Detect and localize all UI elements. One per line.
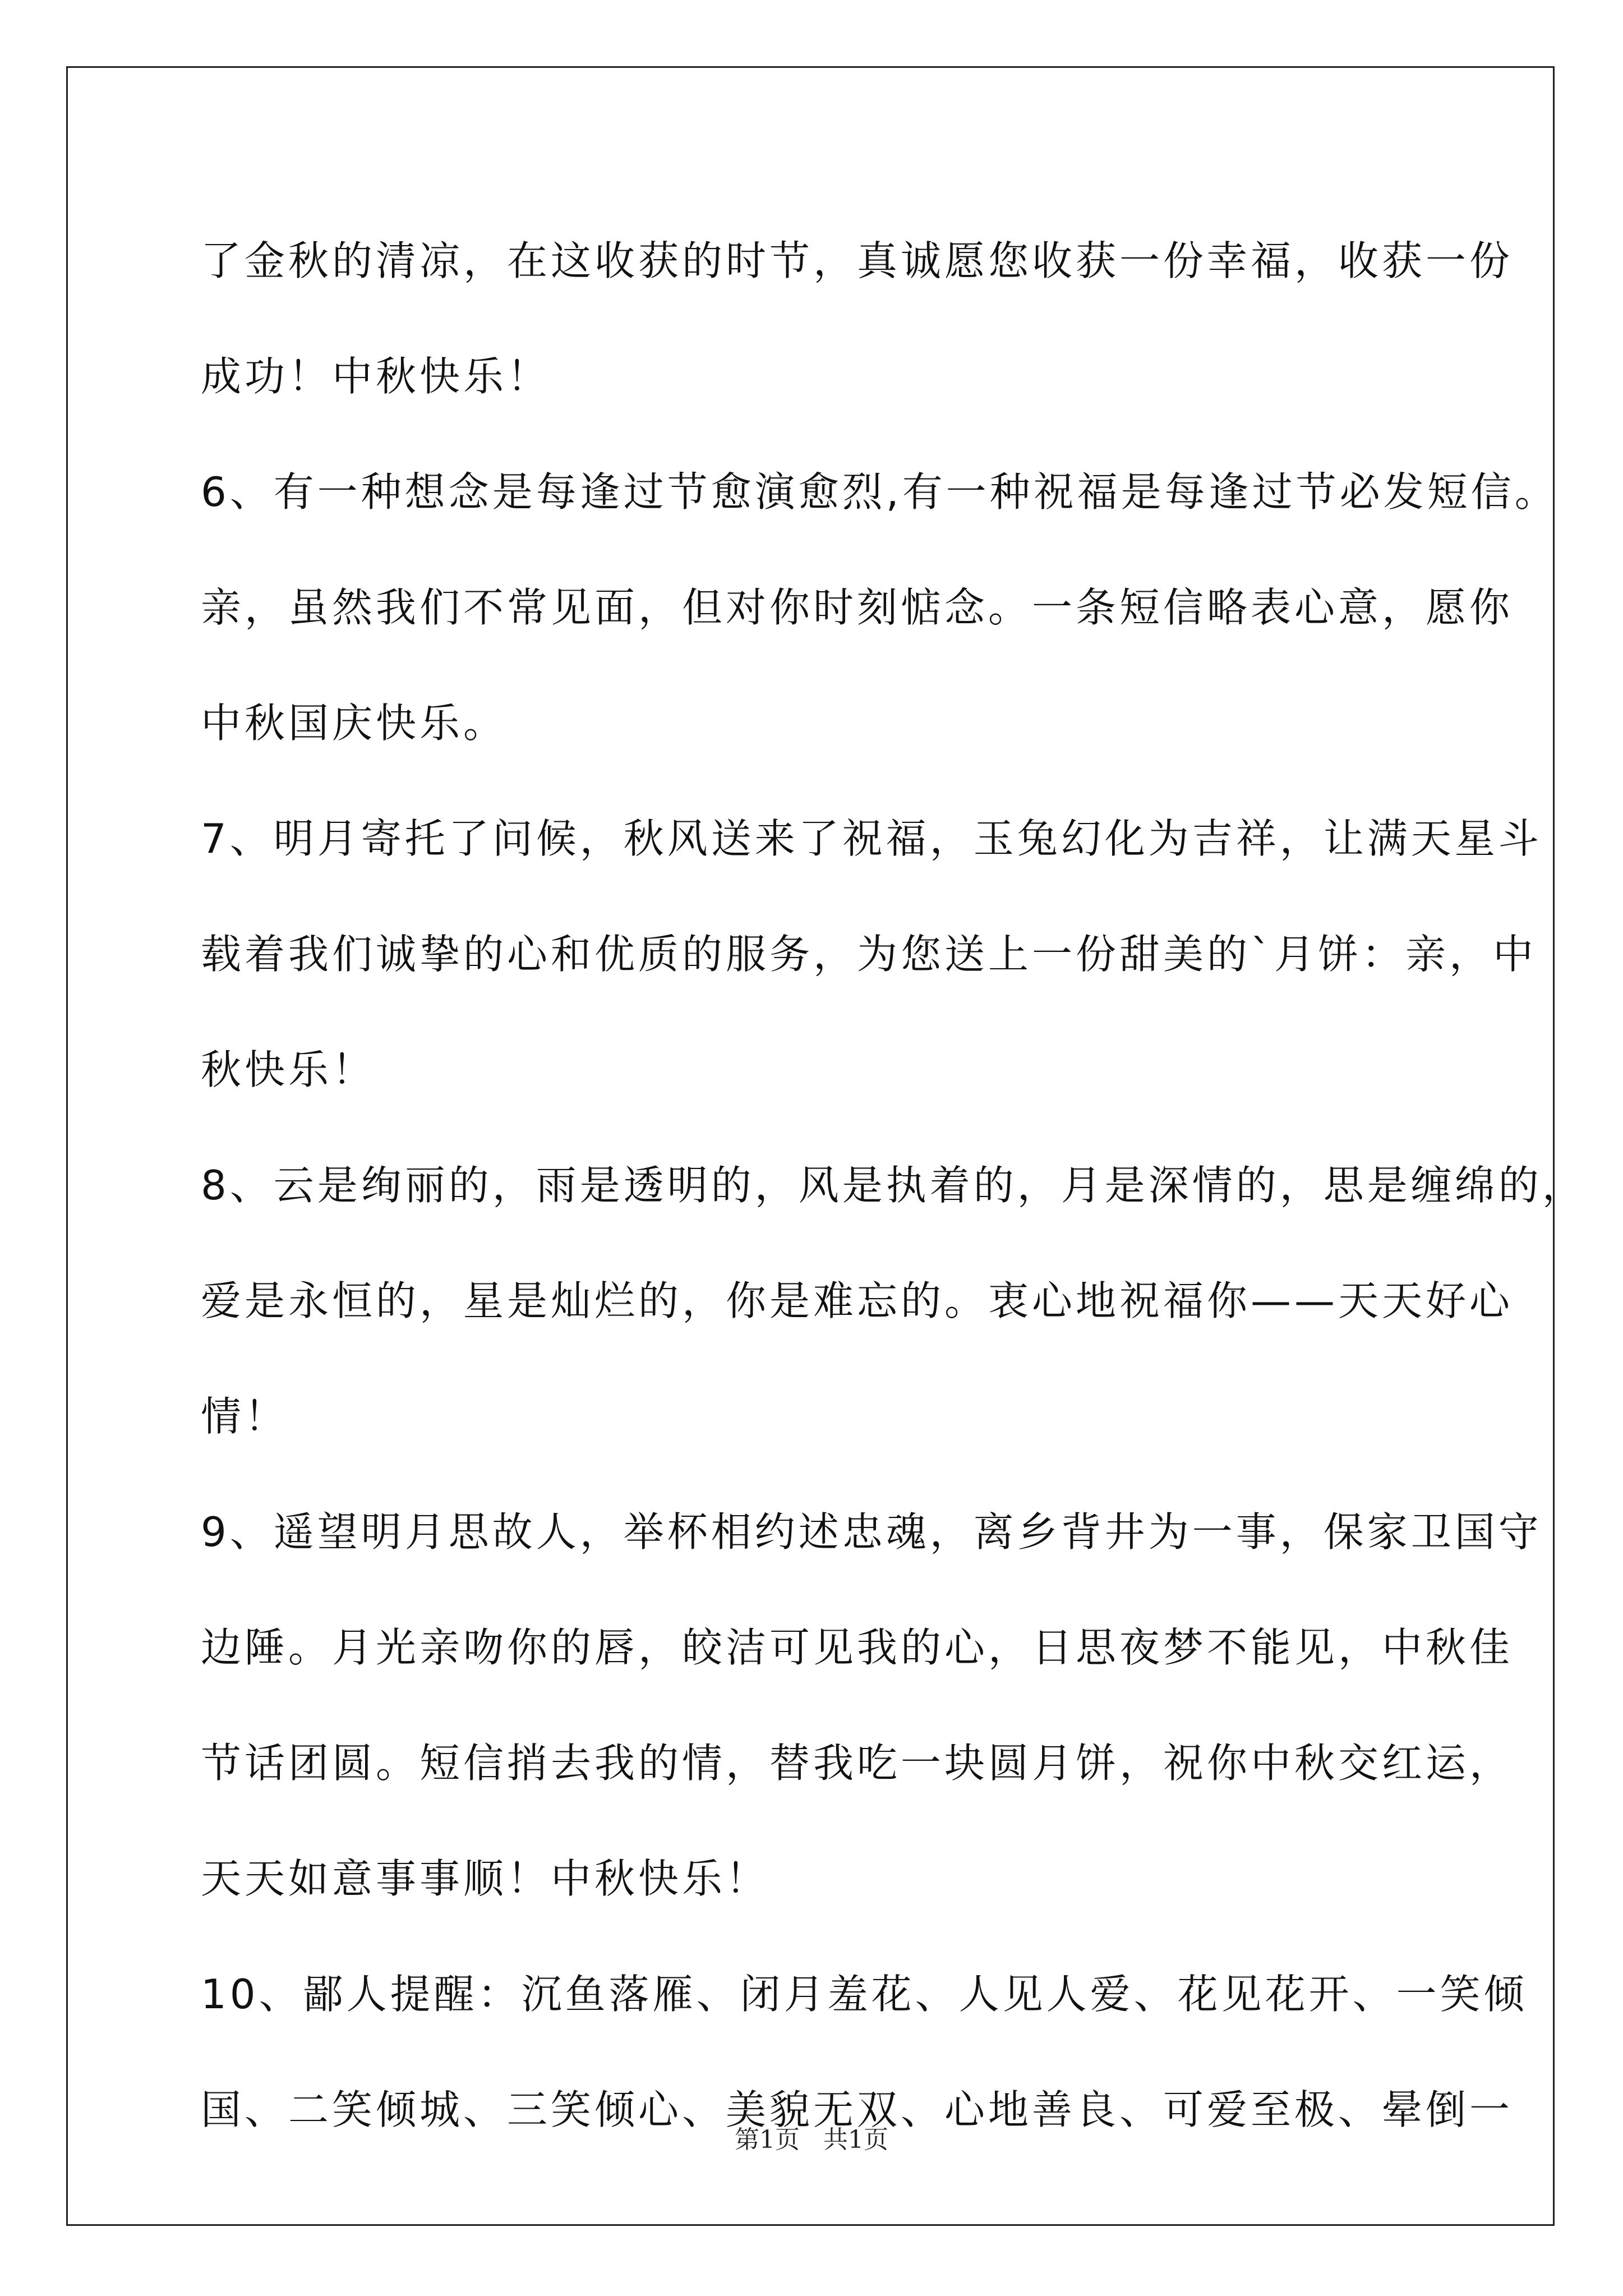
text-line: 10、鄙人提醒：沉鱼落雁、闭月羞花、人见人爱、花见花开、一笑倾	[201, 1971, 1528, 2018]
text-line: 秋快乐！	[201, 1046, 376, 1093]
text-line: 情！	[201, 1393, 289, 1440]
text-line: 亲，虽然我们不常见面，但对你时刻惦念。一条短信略表心意，愿你	[201, 584, 1514, 631]
page-footer	[0, 2119, 1623, 2155]
page-number-label: 第1页 共1页	[735, 2125, 888, 2154]
text-line: 8、云是绚丽的，雨是透明的，风是执着的，月是深情的，思是缠绵的，	[201, 1162, 1586, 1209]
text-line: 节话团圆。短信捎去我的情，替我吃一块圆月饼，祝你中秋交红运，	[201, 1740, 1514, 1787]
document-body	[201, 203, 1586, 2168]
text-line: 边陲。月光亲吻你的唇，皎洁可见我的心，日思夜梦不能见，中秋佳	[201, 1624, 1514, 1671]
text-line: 成功！中秋快乐！	[201, 353, 551, 400]
text-line: 国、二笑倾城、三笑倾心、美貌无双、心地善良、可爱至极、晕倒一	[201, 2086, 1514, 2133]
text-line: 天天如意事事顺！中秋快乐！	[201, 1855, 770, 1902]
text-line: 载着我们诚挚的心和优质的服务，为您送上一份甜美的`月饼：亲，中	[201, 931, 1537, 978]
text-line: 6、有一种想念是每逢过节愈演愈烈,有一种祝福是每逢过节必发短信。	[201, 468, 1559, 516]
text-line: 7、明月寄托了问候，秋风送来了祝福，玉兔幻化为吉祥，让满天星斗	[201, 815, 1542, 862]
text-line: 中秋国庆快乐。	[201, 700, 508, 747]
text-line: 9、遥望明月思故人，举杯相约述忠魂，离乡背井为一事，保家卫国守	[201, 1508, 1542, 1556]
text-line: 了金秋的清凉，在这收获的时节，真诚愿您收获一份幸福，收获一份	[201, 237, 1514, 284]
text-line: 爱是永恒的，星是灿烂的，你是难忘的。衷心地祝福你——天天好心	[201, 1277, 1514, 1324]
